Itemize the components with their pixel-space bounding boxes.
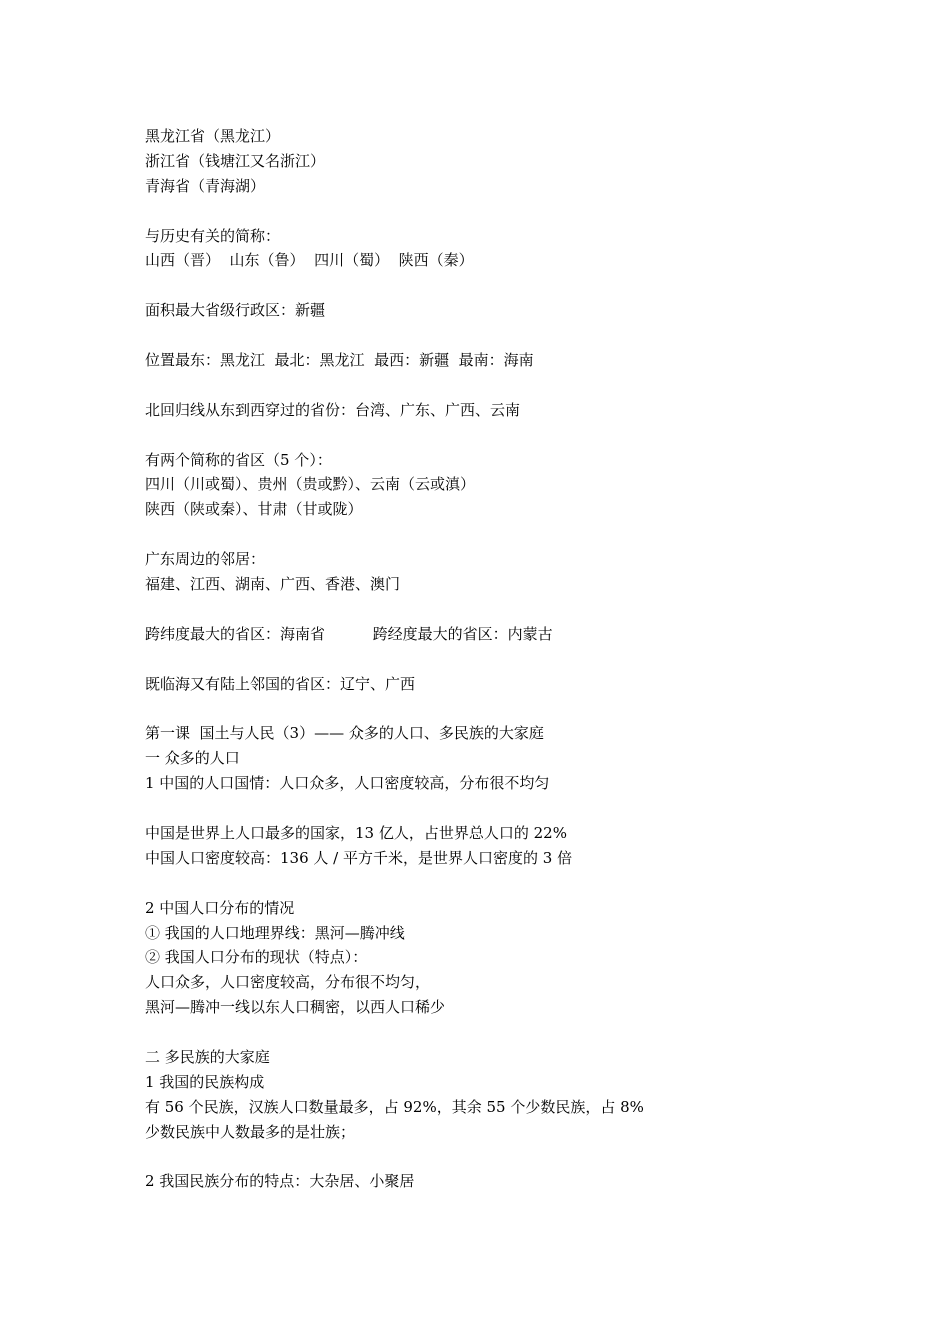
text-line: 北回归线从东到西穿过的省份：台湾、广东、广西、云南 bbox=[145, 400, 521, 419]
blank-line bbox=[145, 1020, 845, 1045]
blank-line bbox=[145, 522, 845, 547]
blank-line bbox=[145, 199, 845, 224]
text-line: 福建、江西、湖南、广西、香港、澳门 bbox=[145, 575, 401, 594]
blank-line bbox=[145, 647, 845, 672]
text-line: 中国人口密度较高：136 人 / 平方千米，是世界人口密度的 3 倍 bbox=[145, 848, 573, 867]
blank-line bbox=[145, 696, 845, 721]
document-body bbox=[145, 124, 845, 1194]
text-line: 有两个简称的省区（5 个）： bbox=[145, 450, 332, 469]
text-line: 黑河—腾冲一线以东人口稠密，以西人口稀少 bbox=[145, 998, 446, 1017]
blank-line bbox=[145, 423, 845, 448]
text-line: 有 56 个民族，汉族人口数量最多，占 92%，其余 55 个少数民族，占 8% bbox=[145, 1097, 644, 1116]
text-line: 面积最大省级行政区：新疆 bbox=[145, 301, 326, 320]
text-line: 与历史有关的简称： bbox=[145, 226, 281, 245]
section-heading: 二 多民族的大家庭 bbox=[145, 1047, 270, 1066]
text-line: 四川（川或蜀）、贵州（贵或黔）、云南（云或滇） bbox=[145, 475, 476, 494]
section-heading: 一 众多的人口 bbox=[145, 749, 240, 768]
blank-line bbox=[145, 597, 845, 622]
text-line: ① 我国的人口地理界线：黑河—腾冲线 bbox=[145, 923, 405, 942]
text-line: 跨纬度最大的省区：海南省 跨经度最大的省区：内蒙古 bbox=[145, 624, 553, 643]
lesson-heading: 第一课 国土与人民（3）—— 众多的人口、多民族的大家庭 bbox=[145, 724, 544, 743]
blank-line bbox=[145, 323, 845, 348]
text-line: 浙江省（钱塘江又名浙江） bbox=[145, 151, 326, 170]
blank-line bbox=[145, 796, 845, 821]
blank-line bbox=[145, 871, 845, 896]
text-line: 陕西（陕或秦）、甘肃（甘或陇） bbox=[145, 500, 363, 519]
blank-line bbox=[145, 273, 845, 298]
text-line: 广东周边的邻居： bbox=[145, 550, 266, 569]
text-line: 中国是世界上人口最多的国家，13 亿人，占世界总人口的 22% bbox=[145, 823, 567, 842]
blank-line bbox=[145, 1145, 845, 1170]
blank-line bbox=[145, 373, 845, 398]
text-line: 人口众多，人口密度较高，分布很不均匀， bbox=[145, 973, 431, 992]
text-line: 山西（晋） 山东（鲁） 四川（蜀） 陕西（秦） bbox=[145, 251, 474, 270]
text-line: 2 中国人口分布的情况 bbox=[145, 898, 295, 917]
text-line: 黑龙江省（黑龙江） bbox=[145, 127, 281, 145]
text-line: 青海省（青海湖） bbox=[145, 176, 266, 195]
text-line: 1 中国的人口国情：人口众多，人口密度较高，分布很不均匀 bbox=[145, 774, 550, 793]
text-line: ② 我国人口分布的现状（特点）： bbox=[145, 948, 368, 967]
text-line: 1 我国的民族构成 bbox=[145, 1072, 265, 1091]
text-line: 少数民族中人数最多的是壮族； bbox=[145, 1122, 356, 1141]
text-line: 位置最东：黑龙江 最北：黑龙江 最西：新疆 最南：海南 bbox=[145, 351, 534, 370]
text-line: 既临海又有陆上邻国的省区：辽宁、广西 bbox=[145, 674, 416, 693]
text-line: 2 我国民族分布的特点：大杂居、小聚居 bbox=[145, 1172, 415, 1191]
